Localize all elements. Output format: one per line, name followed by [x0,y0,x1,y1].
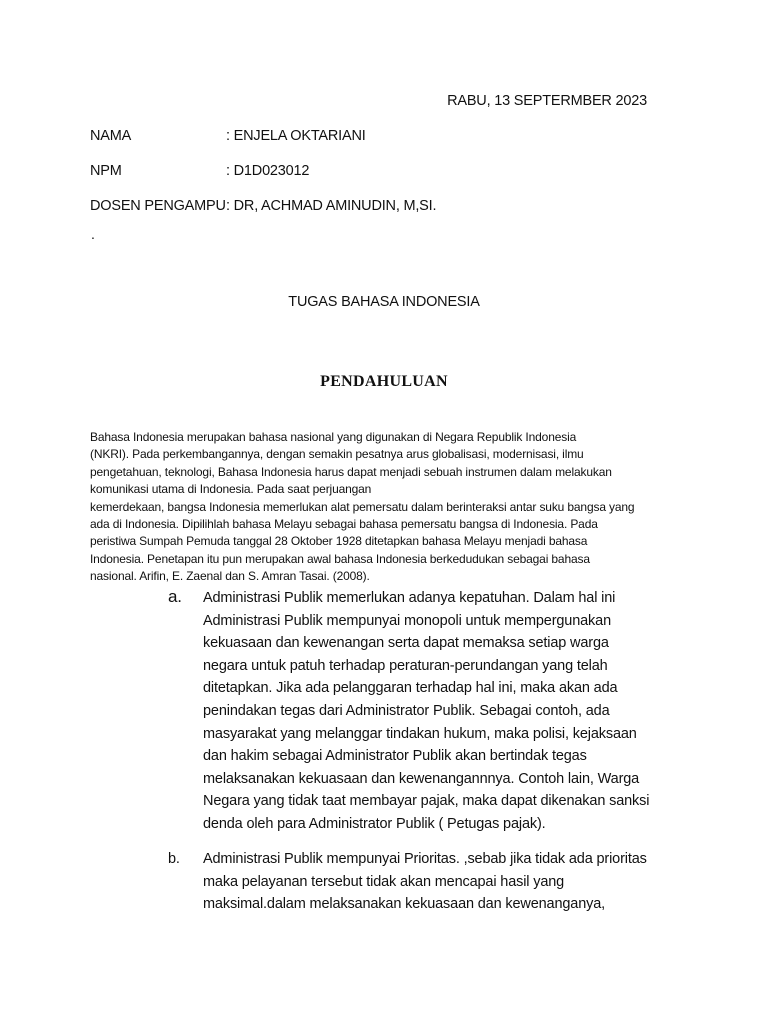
stray-dot: . [91,226,95,242]
field-value: : D1D023012 [226,163,310,179]
paragraph-line: komunikasi utama di Indonesia. Pada saat perjuangan [90,482,372,497]
paragraph-line: Indonesia. Penetapan itu pun merupakan awal bahasa Indonesia berkedudukan sebagai bahasa [90,551,590,566]
paragraph-line: Bahasa Indonesia merupakan bahasa nasional yang digunakan di Negara Republik Indonesia [90,430,577,444]
field-value: : DR, ACHMAD AMINUDIN, M,SI. [226,198,437,214]
list-item-line: maka pelayanan tersebut tidak akan mencapai hasil yang [203,873,565,890]
paragraph-line: ada di Indonesia. Dipilihlah bahasa Melayu sebagai bahasa pemersatu bangsa di Indonesia. Pada [90,517,598,532]
paragraph-line: pengetahuan, teknologi, Bahasa Indonesia harus dapat menjadi sebuah instrumen dalam melakukan [90,464,612,479]
field-value: : ENJELA OKTARIANI [226,128,366,144]
paragraph-line: nasional. Arifin, E. Zaenal dan S. Amran Tasai. (2008). [90,569,370,584]
document-date: RABU, 13 SEPTERMBER 2023 [447,93,647,109]
list-item-line: denda oleh para Administrator Publik ( Petugas pajak). [203,815,546,832]
intro-paragraph [90,429,690,586]
field-npm [90,163,309,179]
list-item-line: ditetapkan. Jika ada pelanggaran terhadap hal ini, maka akan ada [203,680,618,697]
list-item-line: Administrasi Publik mempunyai monopoli untuk mempergunakan [203,612,611,629]
list-item-line: Negara yang tidak taat membayar pajak, maka dapat dikenakan sanksi [203,793,650,810]
list-item-line: masyarakat yang melanggar tindakan hukum, maka polisi, kejaksaan [203,725,637,742]
field-label: NAMA [90,128,132,144]
section-heading: PENDAHULUAN [320,373,448,390]
list-item-line: kekuasaan dan kewenangan serta dapat memaksa setiap warga [203,635,609,652]
list-item-line: dan hakim sebagai Administrator Publik akan bertindak tegas [203,748,587,765]
list-item-line: Administrasi Publik mempunyai Prioritas. ,sebab jika tidak ada prioritas [203,851,647,867]
list-item-line: maksimal.dalam melaksanakan kekuasaan dan kewenanganya, [203,896,606,913]
assignment-subject: TUGAS BAHASA INDONESIA [288,294,480,310]
field-nama [90,128,366,144]
paragraph-line: (NKRI). Pada perkembangannya, dengan semakin pesatnya arus globalisasi, modernisasi, ilmu [90,447,584,462]
list-marker: a. [168,587,182,606]
field-label: NPM [90,163,122,179]
list-item-line: Administrasi Publik memerlukan adanya kepatuhan. Dalam hal ini [203,590,616,606]
paragraph-line: kemerdekaan, bangsa Indonesia memerlukan alat pemersatu dalam berinteraksi antar suku bangsa yang [90,499,635,514]
field-label: DOSEN PENGAMPU [90,198,226,214]
list-item-line: penindakan tegas dari Administrator Publik. Sebagai contoh, ada [203,702,610,719]
list-marker: b. [168,851,180,867]
paragraph-line: peristiwa Sumpah Pemuda tanggal 28 Oktober 1928 ditetapkan bahasa Melayu menjadi bahasa [90,534,588,549]
list-item-line: negara untuk patuh terhadap peraturan-perundangan yang telah [203,657,608,674]
list-item-text [203,848,647,916]
list-item-line: melaksanakan kekuasaan dan kewenangannnya. Contoh lain, Warga [203,770,640,787]
field-dosen-pengampu [90,198,436,214]
list-item-text [203,587,649,836]
